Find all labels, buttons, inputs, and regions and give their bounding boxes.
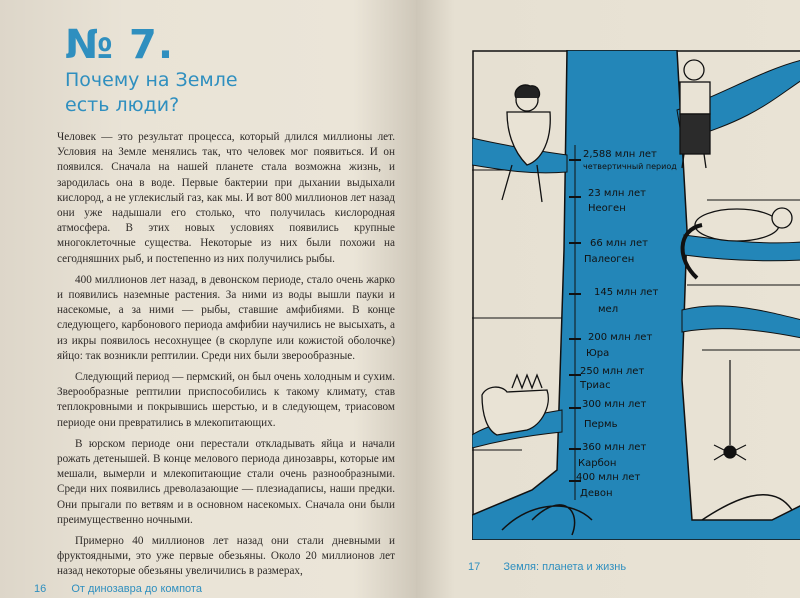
paragraph: Примерно 40 миллионов лет назад они стали дневными и фруктоядными, это уже первые обезьяны. Около 20 миллионов лет назад некоторые обезьяны увеличились в размерах, (57, 535, 395, 578)
early-human-drawing (502, 85, 550, 202)
timeline-age: 360 млн лет (582, 442, 647, 453)
timeline-age: 23 млн лет (588, 188, 646, 199)
paragraph: Человек — это результат процесса, который длился миллионы лет. Условия на Земле менялись так, что человек мог появиться. И он появился. Сначала на нашей планете стала возможна жизнь, и зародилась она в воде. Первые бактерии при дыхании выдыхали кислород, а не углекислый газ, как мы. И вот 800 миллионов лет назад они уже надышали его столько, что получилась кислородная атмосфера. В этих новых условиях появились крупные многоклеточные существа. Некоторые из них были похожи на сегодняшних рыб, и постепенно из них получились рыбы. (57, 131, 395, 265)
timeline-period: Неоген (588, 203, 626, 214)
body-text (57, 130, 395, 586)
chapter-title (65, 68, 238, 118)
timeline-period: мел (598, 304, 619, 315)
timeline-period: Девон (580, 488, 613, 499)
timeline-period: Палеоген (584, 254, 635, 265)
timeline-age: 145 млн лет (594, 287, 659, 298)
timeline-age: 2,588 млн лет (583, 149, 657, 160)
paragraph: 400 миллионов лет назад, в девонском периоде, стало очень жарко и появились наземные растения. За ними из воды вышли пауки и насекомые, а за ними — рыбы, ставшие амфибиями. В конце следующего, карбонового периода амфибии научились не высыхать, а из икры появилось несохнущее (в скорлупе или кожистой оболочке) яйцо: так возникли рептилии. Среди них были зверообразные. (57, 273, 395, 362)
timeline-age: 400 млн лет (576, 472, 641, 483)
evolution-tree-illustration (472, 50, 800, 540)
paragraph: В юрском периоде они перестали откладывать яйца и начали рожать детенышей. В конце мелового периода динозавры, которые им мешали, вымерли и млекопитающие стали очень разнообразными. Среди них появились древолазающие — плезиадаписы, наши предки. Они прыгали по ветвям и в основном насекомых. Сначала они были преимущественно ночными. (57, 437, 395, 526)
chapter-title-line-1: Почему на Земле (65, 69, 238, 91)
timeline-period: Пермь (584, 419, 618, 430)
timeline-age: 200 млн лет (588, 332, 653, 343)
running-title: От динозавра до компота (71, 583, 202, 595)
timeline-age: 250 млн лет (580, 366, 645, 377)
timeline-period: четвертичный период (583, 162, 677, 171)
timeline-period: Юра (586, 348, 610, 359)
timeline-age: 300 млн лет (582, 399, 647, 410)
chapter-title-line-2: есть люди? (65, 94, 180, 116)
timeline-age: 66 млн лет (590, 238, 648, 249)
page-number: 17 (468, 561, 481, 573)
chapter-number: № 7. (65, 22, 175, 68)
human-drawing (680, 60, 710, 168)
running-title: Земля: планета и жизнь (503, 561, 627, 573)
timeline-period: Триас (580, 380, 611, 391)
right-page (416, 0, 800, 598)
spider-drawing (714, 360, 746, 460)
left-footer (34, 583, 202, 595)
paragraph: Следующий период — пермский, он был очень холодным и сухим. Зверообразные рептилии приспособились к такому климату, став теплокровными и покрывшись шерстью, и в следующем, триасовом периоде они превратились в млекопитающих. (57, 371, 395, 429)
right-footer (468, 561, 626, 573)
timeline-period: Карбон (578, 458, 617, 469)
page-number: 16 (34, 583, 47, 595)
